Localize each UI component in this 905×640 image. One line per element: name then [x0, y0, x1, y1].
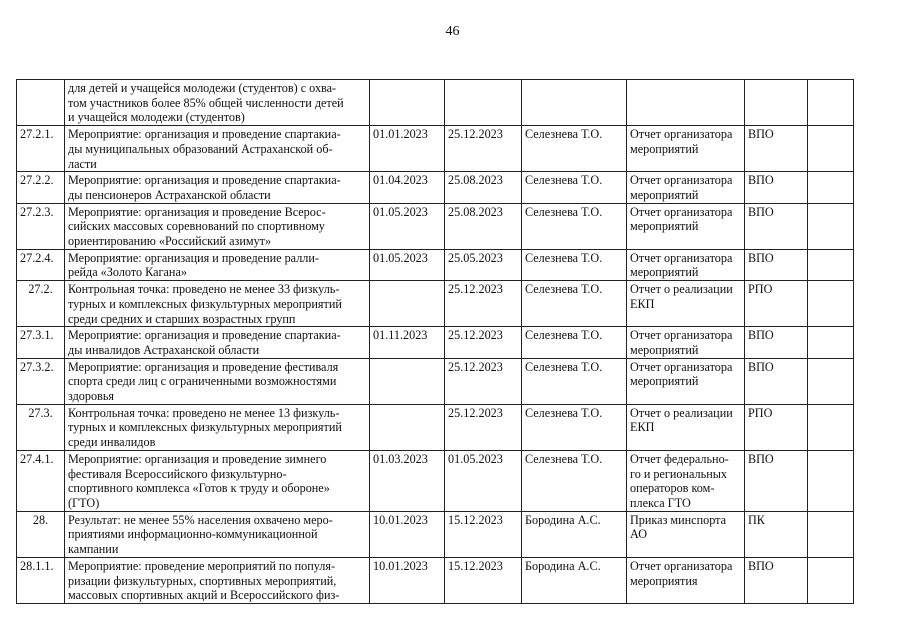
description-cell [65, 281, 370, 327]
description-cell-line: ласти [68, 156, 97, 171]
description-cell-line: здоровья [68, 389, 114, 404]
description-cell [65, 404, 370, 450]
type-cell: ВПО [745, 249, 808, 280]
row-number-cell: 27.2.3. [17, 203, 65, 249]
description-cell-line: Мероприятие: организация и проведение Всерос- [68, 204, 326, 219]
type-cell: ВПО [745, 358, 808, 404]
document-cell-line: го и региональных [630, 466, 728, 481]
description-cell-line: Мероприятие: проведение мероприятий по популя- [68, 558, 336, 573]
responsible-cell [522, 80, 627, 126]
document-cell [627, 450, 745, 511]
document-cell-line: Отчет организатора [630, 328, 733, 343]
row-number-cell: 27.2.4. [17, 249, 65, 280]
description-cell [65, 511, 370, 557]
end-date-cell: 25.12.2023 [445, 281, 522, 327]
document-cell-line: мероприятия [630, 573, 698, 588]
table-row [17, 511, 854, 557]
description-cell-line: спортивного комплекса «Готов к труду и обороне» [68, 481, 330, 496]
description-cell [65, 450, 370, 511]
description-cell [65, 358, 370, 404]
type-cell: ВПО [745, 203, 808, 249]
description-cell-line: Мероприятие: организация и проведение спартакиа- [68, 173, 341, 188]
description-cell-line: ориентированию «Российский азимут» [68, 234, 272, 249]
description-cell-line: среди средних и старших возрастных групп [68, 311, 296, 326]
document-cell [627, 203, 745, 249]
document-cell [627, 404, 745, 450]
document-cell-line: плекса ГТО [630, 495, 691, 510]
description-cell-line: Контрольная точка: проведено не менее 13 физкуль- [68, 405, 340, 420]
description-cell [65, 249, 370, 280]
page-number: 46 [445, 24, 460, 39]
document-cell-line: мероприятий [630, 141, 699, 156]
end-date-cell: 25.12.2023 [445, 126, 522, 172]
end-date-cell: 15.12.2023 [445, 557, 522, 603]
start-date-cell [370, 281, 445, 327]
table-row [17, 249, 854, 280]
row-number-cell: 27.3. [17, 404, 65, 450]
description-cell-line: Мероприятие: организация и проведение ралли- [68, 250, 319, 265]
extra-cell [808, 80, 854, 126]
document-cell-line: Отчет организатора [630, 204, 733, 219]
end-date-cell: 25.08.2023 [445, 203, 522, 249]
description-cell-line: ды инвалидов Астраханской области [68, 342, 260, 357]
document-cell [627, 172, 745, 203]
start-date-cell [370, 404, 445, 450]
description-cell-line: Мероприятие: организация и проведение зимнего [68, 451, 327, 466]
responsible-cell: Селезнева Т.О. [522, 281, 627, 327]
document-cell-line: мероприятий [630, 219, 699, 234]
end-date-cell: 25.12.2023 [445, 327, 522, 358]
description-cell [65, 557, 370, 603]
table-row [17, 281, 854, 327]
responsible-cell: Селезнева Т.О. [522, 450, 627, 511]
document-cell-line: ЕКП [630, 296, 655, 311]
table-row [17, 404, 854, 450]
table-row [17, 450, 854, 511]
type-cell: РПО [745, 404, 808, 450]
description-cell-line: Контрольная точка: проведено не менее 33 физкуль- [68, 282, 340, 297]
start-date-cell: 01.03.2023 [370, 450, 445, 511]
start-date-cell: 01.05.2023 [370, 249, 445, 280]
start-date-cell: 10.01.2023 [370, 511, 445, 557]
description-cell-line: сийских массовых соревнований по спортивному [68, 219, 325, 234]
extra-cell [808, 450, 854, 511]
document-cell [627, 511, 745, 557]
document-cell-line: Отчет федерально- [630, 451, 729, 466]
document-cell-line: операторов ком- [630, 481, 715, 496]
description-cell [65, 126, 370, 172]
end-date-cell: 25.08.2023 [445, 172, 522, 203]
end-date-cell: 15.12.2023 [445, 511, 522, 557]
end-date-cell: 25.12.2023 [445, 404, 522, 450]
description-cell-line: ды пенсионеров Астраханской области [68, 187, 271, 202]
description-cell-line: приятиями информационно-коммуникационной [68, 527, 318, 542]
description-cell-line: массовых спортивных акций и Всероссийского физ- [68, 588, 340, 603]
table-row [17, 80, 854, 126]
type-cell: ВПО [745, 450, 808, 511]
document-cell-line: мероприятий [630, 374, 699, 389]
type-cell: ВПО [745, 172, 808, 203]
document-cell-line: мероприятий [630, 265, 699, 280]
description-cell-line: (ГТО) [68, 495, 100, 510]
responsible-cell: Селезнева Т.О. [522, 172, 627, 203]
document-cell [627, 557, 745, 603]
document-cell [627, 358, 745, 404]
responsible-cell: Селезнева Т.О. [522, 249, 627, 280]
table-row [17, 126, 854, 172]
table-row [17, 557, 854, 603]
start-date-cell: 01.04.2023 [370, 172, 445, 203]
row-number-cell: 27.2.1. [17, 126, 65, 172]
document-cell-line: мероприятий [630, 187, 699, 202]
document-cell-line: Отчет организатора [630, 359, 733, 374]
document-cell-line: Отчет организатора [630, 173, 733, 188]
description-cell-line: спорта среди лиц с ограниченными возможностями [68, 374, 337, 389]
extra-cell [808, 358, 854, 404]
description-cell [65, 172, 370, 203]
document-cell [627, 327, 745, 358]
table-row [17, 203, 854, 249]
description-cell-line: турных и комплексных физкультурных мероприятий [68, 296, 342, 311]
description-cell-line: турных и комплексных физкультурных мероприятий [68, 420, 342, 435]
row-number-cell [17, 80, 65, 126]
row-number-cell: 27.2. [17, 281, 65, 327]
end-date-cell: 25.12.2023 [445, 358, 522, 404]
type-cell: РПО [745, 281, 808, 327]
plan-table [16, 79, 854, 604]
table-row [17, 358, 854, 404]
extra-cell [808, 404, 854, 450]
document-cell-line: Отчет организатора [630, 127, 733, 142]
responsible-cell: Бородина А.С. [522, 511, 627, 557]
description-cell-line: рейда «Золото Кагана» [68, 265, 187, 280]
description-cell [65, 327, 370, 358]
end-date-cell [445, 80, 522, 126]
document-cell [627, 249, 745, 280]
description-cell-line: Мероприятие: организация и проведение фестиваля [68, 359, 339, 374]
extra-cell [808, 511, 854, 557]
responsible-cell: Селезнева Т.О. [522, 358, 627, 404]
start-date-cell: 10.01.2023 [370, 557, 445, 603]
row-number-cell: 27.3.1. [17, 327, 65, 358]
document-cell-line: Отчет о реализации [630, 405, 733, 420]
start-date-cell [370, 358, 445, 404]
extra-cell [808, 172, 854, 203]
description-cell-line: фестиваля Всероссийского физкультурно- [68, 466, 287, 481]
document-cell [627, 281, 745, 327]
end-date-cell: 01.05.2023 [445, 450, 522, 511]
description-cell [65, 80, 370, 126]
description-cell-line: среди инвалидов [68, 435, 156, 450]
description-cell-line: том участников более 85% общей численности детей [68, 95, 344, 110]
extra-cell [808, 126, 854, 172]
description-cell-line: и учащейся молодежи (студентов) [68, 110, 245, 125]
extra-cell [808, 327, 854, 358]
document-cell-line: АО [630, 527, 647, 542]
document-cell-line: Приказ минспорта [630, 512, 727, 527]
type-cell: ВПО [745, 327, 808, 358]
document-cell [627, 126, 745, 172]
responsible-cell: Селезнева Т.О. [522, 404, 627, 450]
extra-cell [808, 249, 854, 280]
start-date-cell: 01.01.2023 [370, 126, 445, 172]
description-cell-line: Результат: не менее 55% населения охвачено меро- [68, 512, 333, 527]
type-cell: ВПО [745, 126, 808, 172]
type-cell: ВПО [745, 557, 808, 603]
start-date-cell: 01.11.2023 [370, 327, 445, 358]
description-cell-line: для детей и учащейся молодежи (студентов) с охва- [68, 81, 337, 95]
extra-cell [808, 281, 854, 327]
extra-cell [808, 557, 854, 603]
document-cell-line: Отчет организатора [630, 250, 733, 265]
row-number-cell: 28.1.1. [17, 557, 65, 603]
description-cell-line: ризации физкультурных, спортивных мероприятий, [68, 573, 337, 588]
row-number-cell: 27.4.1. [17, 450, 65, 511]
responsible-cell: Бородина А.С. [522, 557, 627, 603]
description-cell-line: Мероприятие: организация и проведение спартакиа- [68, 328, 341, 343]
description-cell-line: кампании [68, 542, 119, 557]
table-row [17, 172, 854, 203]
start-date-cell [370, 80, 445, 126]
description-cell [65, 203, 370, 249]
document-cell-line: ЕКП [630, 420, 655, 435]
row-number-cell: 27.2.2. [17, 172, 65, 203]
table-row [17, 327, 854, 358]
row-number-cell: 28. [17, 511, 65, 557]
type-cell: ПК [745, 511, 808, 557]
start-date-cell: 01.05.2023 [370, 203, 445, 249]
document-cell-line: Отчет организатора [630, 558, 733, 573]
row-number-cell: 27.3.2. [17, 358, 65, 404]
description-cell-line: ды муниципальных образований Астраханской об- [68, 141, 333, 156]
document-cell-line: Отчет о реализации [630, 282, 733, 297]
document-cell-line: мероприятий [630, 342, 699, 357]
responsible-cell: Селезнева Т.О. [522, 126, 627, 172]
document-cell [627, 80, 745, 126]
type-cell [745, 80, 808, 126]
responsible-cell: Селезнева Т.О. [522, 327, 627, 358]
responsible-cell: Селезнева Т.О. [522, 203, 627, 249]
description-cell-line: Мероприятие: организация и проведение спартакиа- [68, 127, 341, 142]
end-date-cell: 25.05.2023 [445, 249, 522, 280]
extra-cell [808, 203, 854, 249]
